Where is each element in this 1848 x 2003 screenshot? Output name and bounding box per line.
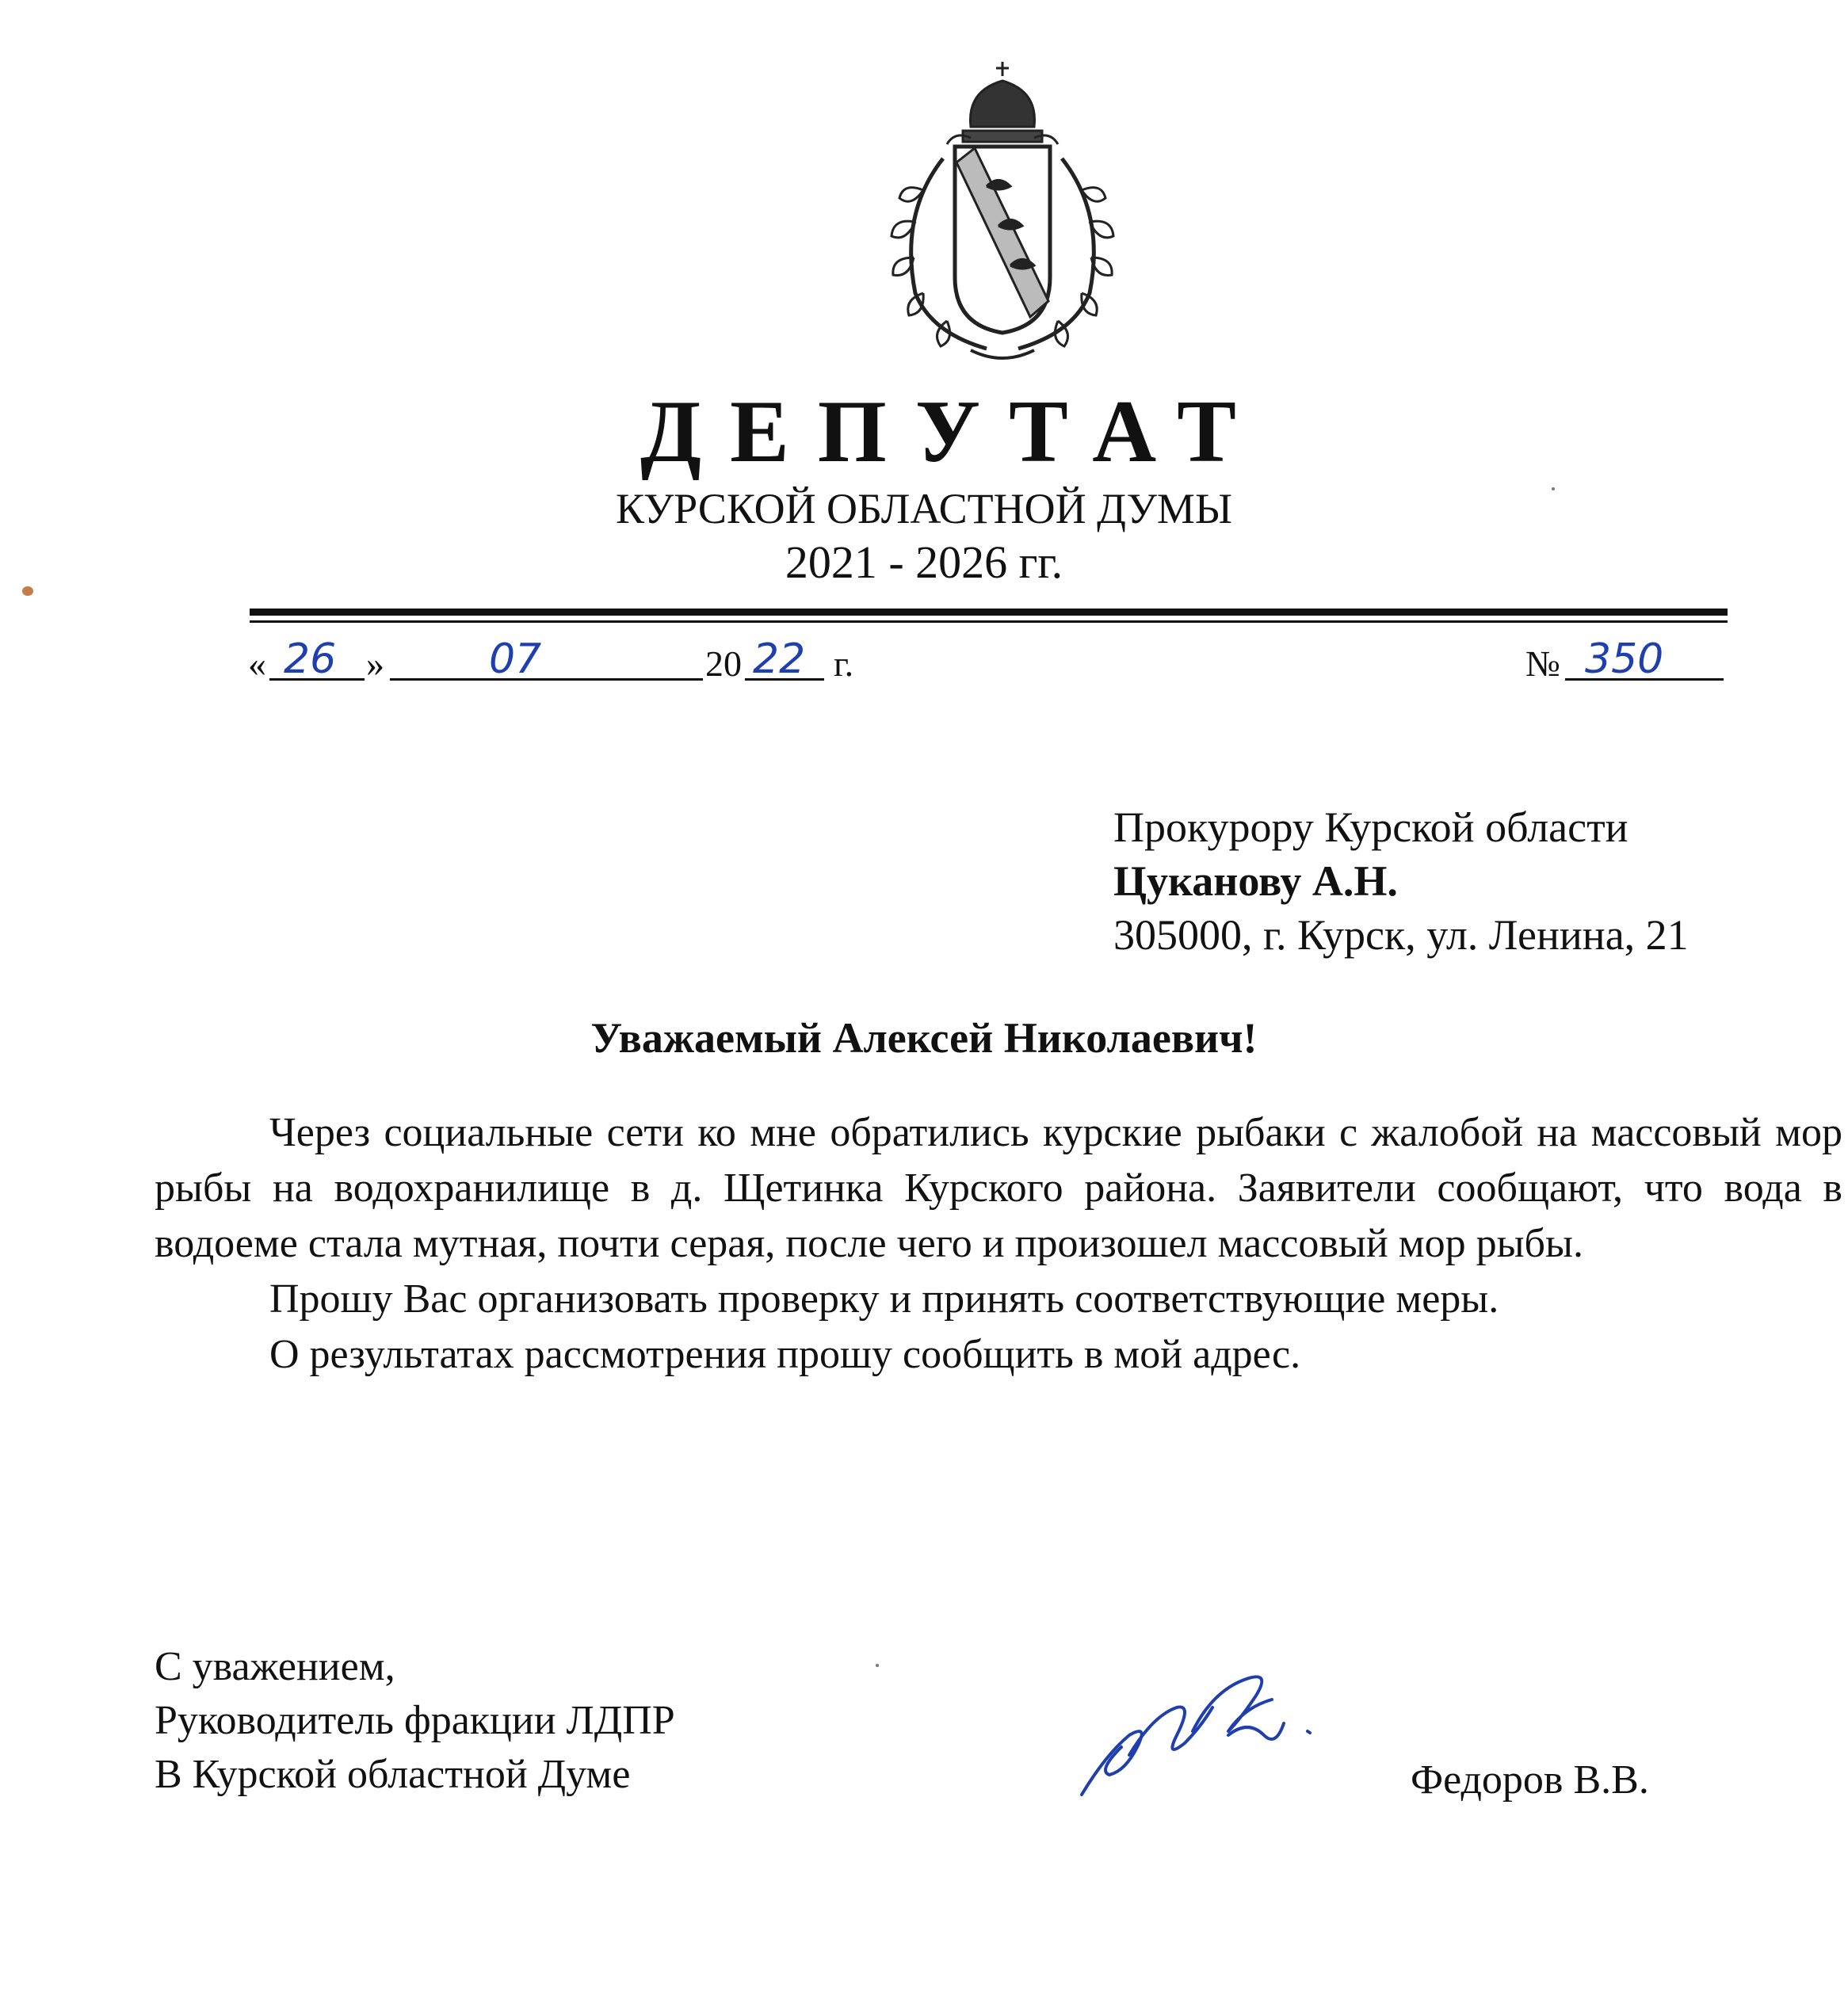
addressee-name: Цуканову А.Н. (1113, 857, 1398, 905)
number-value: 350 (1585, 635, 1664, 683)
date-open-quote: « (248, 643, 266, 684)
scan-speck (876, 1664, 879, 1667)
addressee-block (1113, 800, 1689, 962)
closing-line: С уважением, (155, 1644, 395, 1689)
salutation: Уважаемый Алексей Николаевич! (590, 1014, 1258, 1062)
letterhead-subtitle: КУРСКОЙ ОБЛАСТНОЙ ДУМЫ (616, 485, 1232, 532)
date-day-field (269, 635, 365, 683)
signer-position: Руководитель фракции ЛДПР (155, 1698, 675, 1743)
letter-body (155, 1105, 1842, 1383)
body-paragraph: Через социальные сети ко мне обратились курские рыбаки с жалобой на массовый мор рыбы на водохранилище в д. Щетинка Курского района. Заявители сообщают, что вода в водоеме стала мутная, почти серая, после чего и произошел массовый мор рыбы. (155, 1110, 1842, 1266)
addressee-address: 305000, г. Курск, ул. Ленина, 21 (1113, 911, 1689, 959)
signer-name: Федоров В.В. (1411, 1757, 1649, 1803)
date-year-prefix: 20 (705, 643, 742, 684)
handwritten-signature (1074, 1660, 1319, 1803)
addressee-line: Прокурору Курской области (1113, 803, 1628, 851)
date-year-unit: г. (834, 643, 854, 684)
date-day-value: 26 (284, 635, 337, 683)
scan-stain (22, 586, 33, 596)
date-month-value: 07 (489, 635, 542, 683)
date-year-value: 22 (753, 635, 806, 683)
body-paragraph: О результатах рассмотрения прошу сообщить в мой адрес. (269, 1332, 1301, 1377)
date-close-quote: » (366, 643, 384, 684)
coat-of-arms-emblem (868, 55, 1137, 372)
number-field (1565, 635, 1724, 683)
date-year-field (745, 635, 824, 683)
body-paragraph: Прошу Вас организовать проверку и принять соответствующие меры. (269, 1276, 1499, 1322)
letterhead-term: 2021 - 2026 гг. (785, 536, 1063, 588)
header-divider-thin (250, 620, 1728, 623)
number-label: № (1525, 643, 1560, 684)
scan-speck (1552, 487, 1555, 490)
letterhead-title: ДЕПУТАТ (640, 383, 1265, 481)
closing-block (155, 1640, 675, 1802)
date-month-field (390, 635, 703, 683)
signer-organization: В Курской областной Думе (155, 1752, 631, 1797)
header-divider-thick (250, 609, 1728, 616)
